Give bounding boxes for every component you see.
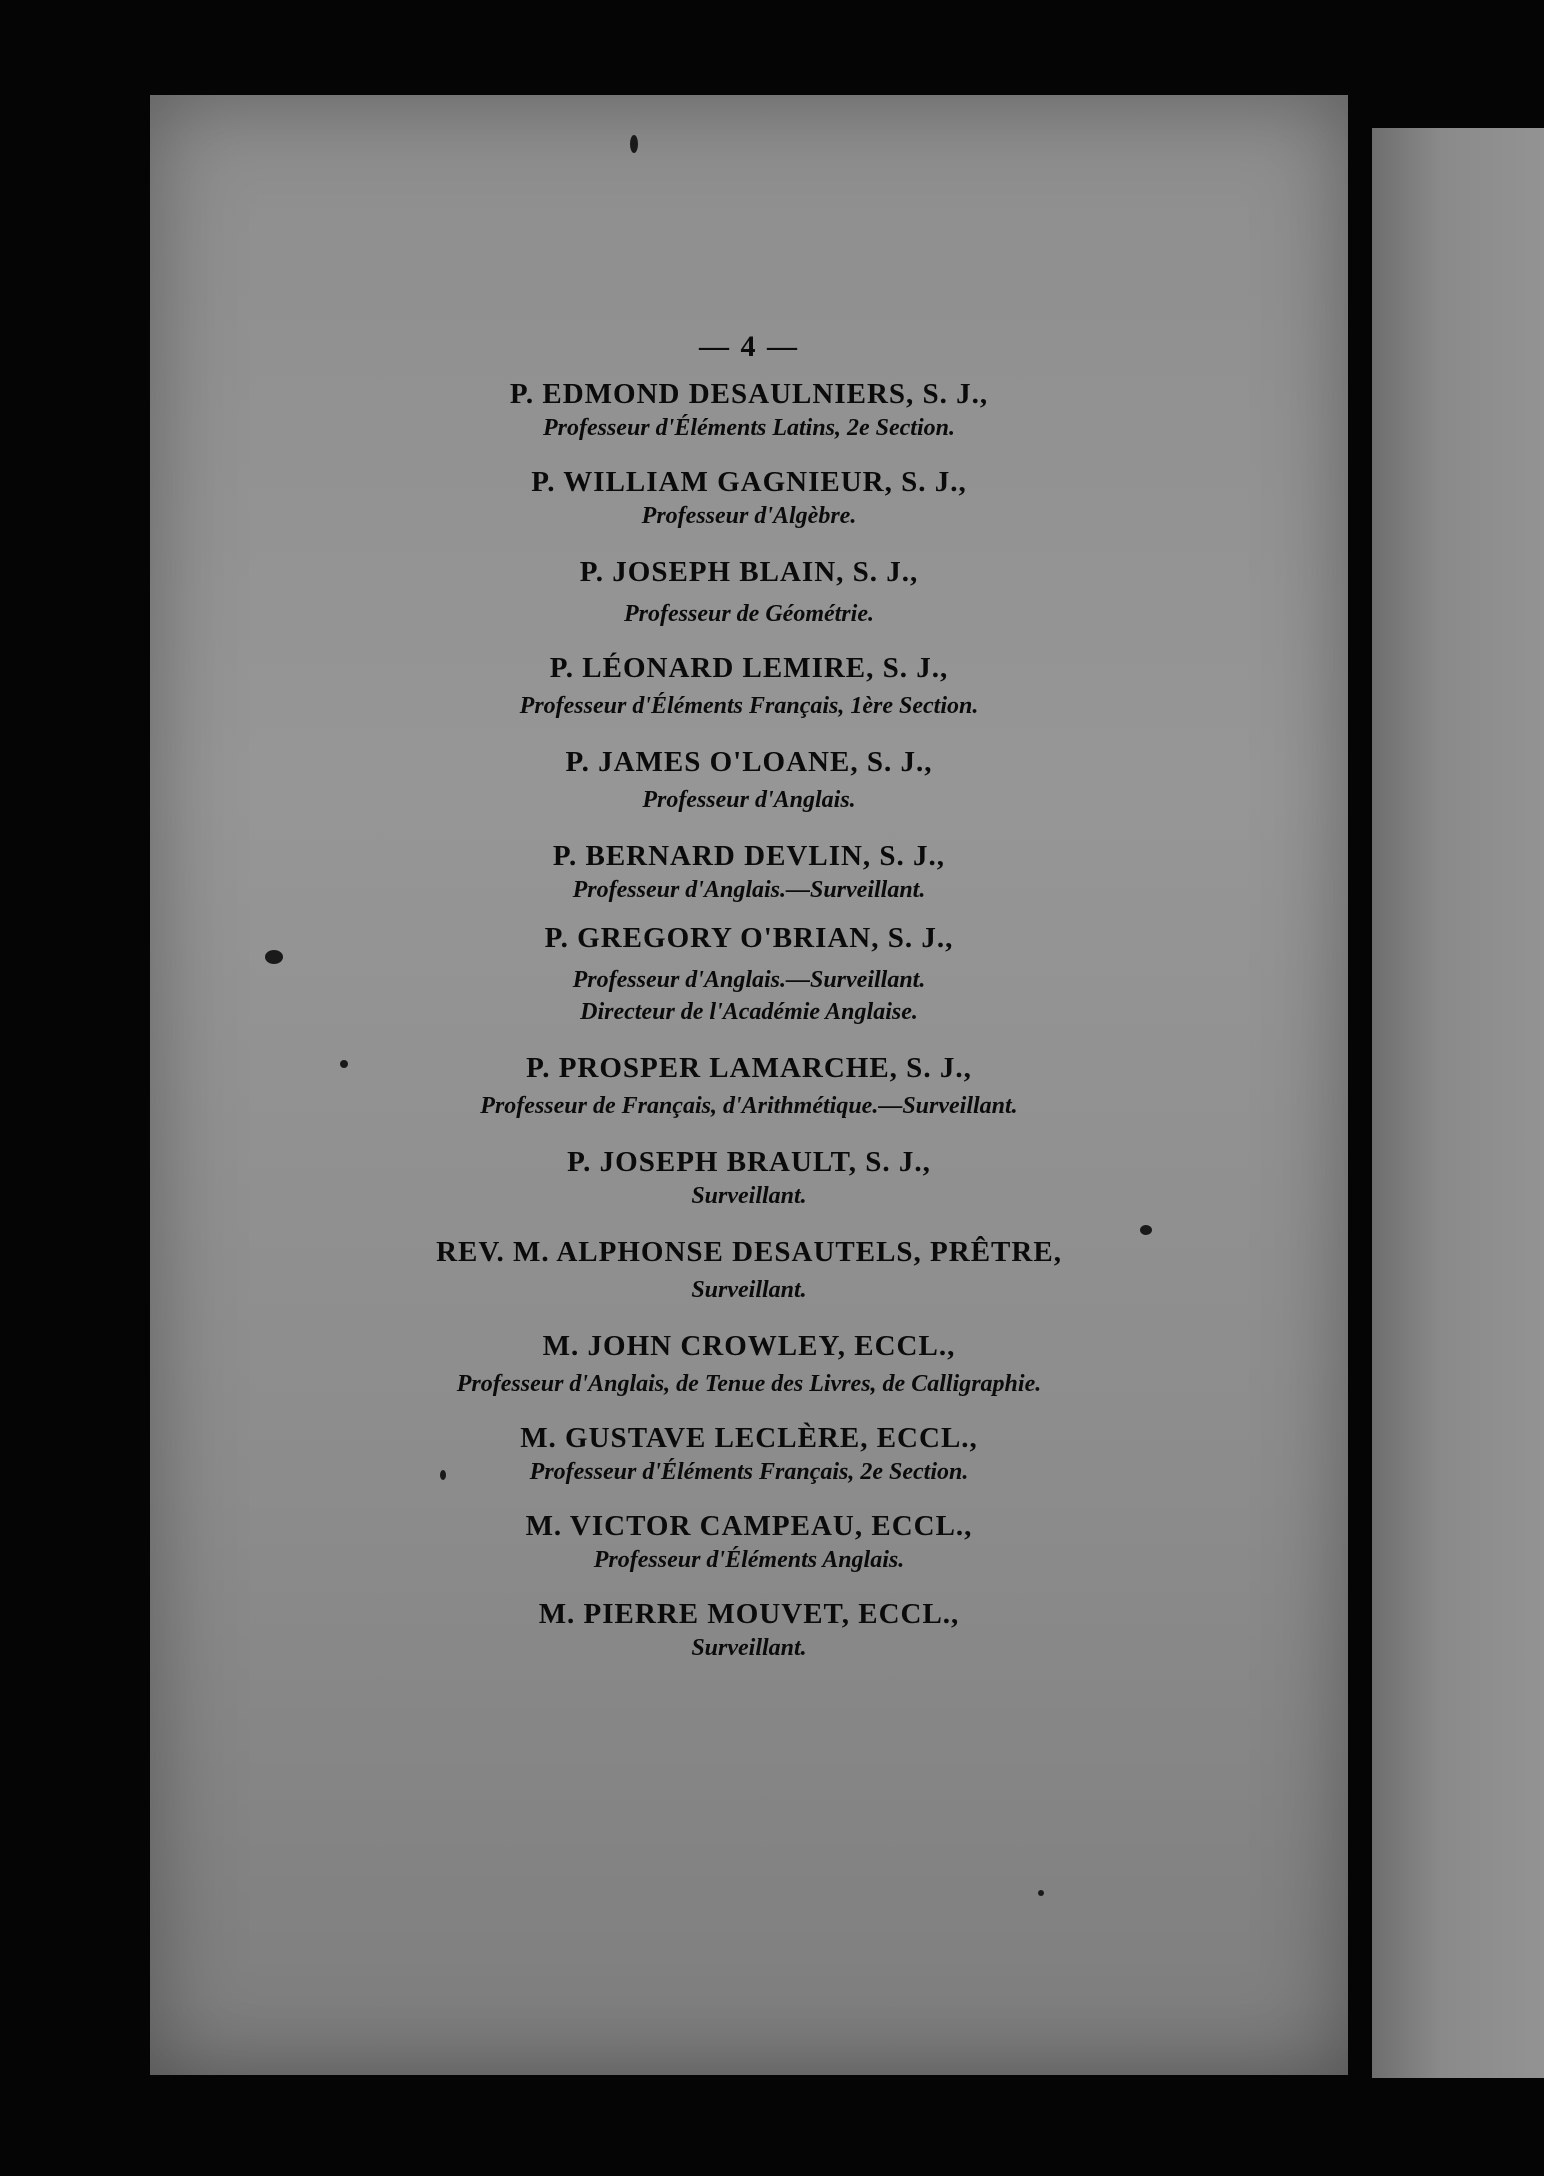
staff-entry (150, 744, 1348, 816)
staff-list (150, 330, 1348, 1664)
staff-role: Surveillant. (691, 1635, 807, 1661)
staff-name: M. VICTOR CAMPEAU, ECCL., (525, 1510, 973, 1542)
staff-role: Professeur d'Éléments Latins, 2e Section. (542, 415, 955, 441)
staff-role: Professeur d'Algèbre. (641, 503, 857, 529)
staff-name: P. LÉONARD LEMIRE, S. J., (549, 652, 949, 684)
facing-page-edge (1372, 128, 1544, 2078)
staff-role: Professeur d'Anglais.—Surveillant. (572, 877, 926, 903)
staff-name: M. JOHN CROWLEY, ECCL., (542, 1330, 956, 1362)
staff-entry (150, 464, 1348, 532)
staff-entry (150, 1328, 1348, 1400)
staff-name: P. GREGORY O'BRIAN, S. J., (544, 922, 954, 954)
ink-speck (630, 135, 638, 153)
staff-role: Professeur de Géométrie. (624, 601, 874, 627)
staff-role: Directeur de l'Académie Anglaise. (580, 999, 918, 1025)
ink-speck (1038, 1890, 1044, 1896)
staff-entry (150, 554, 1348, 630)
staff-name: P. JOSEPH BLAIN, S. J., (579, 556, 919, 588)
staff-role: Professeur d'Éléments Anglais. (593, 1547, 905, 1573)
staff-name: REV. M. ALPHONSE DESAUTELS, PRÊTRE, (436, 1236, 1062, 1268)
staff-name: P. PROSPER LAMARCHE, S. J., (526, 1052, 972, 1084)
staff-entry (150, 838, 1348, 906)
staff-name: P. JAMES O'LOANE, S. J., (565, 746, 933, 778)
staff-entry (150, 1234, 1348, 1306)
staff-role: Professeur d'Anglais, de Tenue des Livres, de Calligraphie. (456, 1371, 1042, 1397)
staff-entry (150, 1050, 1348, 1122)
staff-role: Professeur d'Éléments Français, 2e Section. (529, 1459, 969, 1485)
staff-entry (150, 1508, 1348, 1576)
staff-role: Surveillant. (691, 1277, 807, 1303)
staff-entry (150, 1420, 1348, 1488)
staff-entry (150, 650, 1348, 722)
staff-name: P. JOSEPH BRAULT, S. J., (567, 1146, 931, 1178)
staff-role: Surveillant. (691, 1183, 807, 1209)
staff-role: Professeur d'Anglais.—Surveillant. (572, 967, 926, 993)
page-number: — 4 — (699, 330, 799, 363)
staff-name: P. WILLIAM GAGNIEUR, S. J., (531, 466, 967, 498)
staff-entry (150, 920, 1348, 1028)
staff-name: P. EDMOND DESAULNIERS, S. J., (509, 378, 989, 410)
staff-entry (150, 1144, 1348, 1212)
staff-entry (150, 376, 1348, 444)
staff-name: M. GUSTAVE LECLÈRE, ECCL., (520, 1422, 978, 1454)
staff-name: P. BERNARD DEVLIN, S. J., (552, 840, 946, 872)
staff-role: Professeur d'Anglais. (642, 787, 856, 813)
staff-entry (150, 1596, 1348, 1664)
staff-name: M. PIERRE MOUVET, ECCL., (538, 1598, 960, 1630)
staff-role: Professeur de Français, d'Arithmétique.—Surveillant. (480, 1093, 1018, 1119)
staff-role: Professeur d'Éléments Français, 1ère Section. (519, 693, 979, 719)
